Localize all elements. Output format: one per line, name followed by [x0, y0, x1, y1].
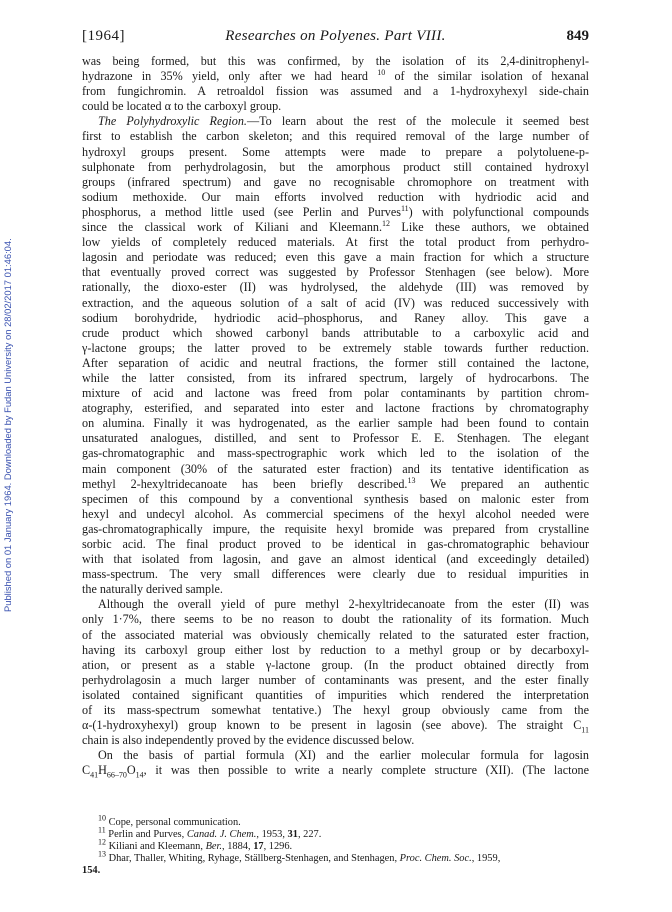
text-line: of its mass-spectrum somewhat tentative.) The hexyl group obviously came from the: [82, 703, 589, 718]
text-line: with that isolated from lagosin, and gave an almost identical (and exceedingly detailed): [82, 552, 589, 567]
footnote-ref: 12: [382, 218, 391, 228]
footnote: $^{13}$ Dhar, Thaller, Whiting, Ryhage, Ställberg-Stenhagen, and Stenhagen, Proc. Chem. Soc., 1959,: [98, 849, 501, 864]
page-number: 849: [566, 28, 589, 44]
text-line: sorbic acid. The final product proved to be identical in gas-chromatographic behaviour: [82, 537, 589, 551]
text-line: mixture of acid and lactone was freed from polar contaminants by partition chrom-: [82, 386, 589, 401]
text-line: on alumina. Finally it was hydrogenated, as the earlier sample had been found to contain: [82, 416, 589, 431]
text-line: of the associated material was obviously chemically related to the saturated ester fraction,: [82, 627, 589, 642]
text-line: After separation of acidic and neutral fractions, the former still contained the lactone,: [82, 355, 589, 370]
text-line: hydrazone in 35% yield, only after we had heard $^{10}$ of the similar isolation of hexanal: [82, 68, 589, 84]
header-year: [1964]: [82, 28, 125, 44]
text-line: since the classical work of Kiliani and Kleemann.$^{12}$ Like these authors, we obtained: [82, 218, 589, 235]
text-line: only 1·7%, there seems to be no reason to doubt the rationality of its formation. Much: [82, 612, 589, 627]
text-line: having its carboxyl group either lost by reduction to a methyl group or by decarboxyl-: [82, 642, 589, 657]
download-watermark: Published on 01 January 1964. Downloaded by Fudan University on 28/02/2017 01:46:04.: [2, 238, 13, 612]
text-line: gas-chromatographic and mass-spectrographic work which led to the isolation of the: [82, 446, 589, 461]
subscript: 11: [581, 725, 589, 735]
text-line: crude product which showed carbonyl bands attributable to a carboxylic acid and: [82, 325, 589, 340]
text-line: low yields of completely reduced materials. At first the total product from perhydro-: [82, 235, 589, 250]
text-line: could be located α to the carboxyl group.: [82, 99, 282, 114]
text-line: from fungichromin. A retroaldol fission was assumed and a 1-hydroxyhexyl side-chain: [82, 84, 589, 99]
text-line: Although the overall yield of pure methyl 2-hexyltridecanoate from the ester (II) was: [98, 597, 589, 612]
text-line: methyl 2-hexyltridecanoate has been briefly described.$^{13}$ We prepared an authentic: [82, 475, 590, 491]
footnote-ref: 11: [400, 203, 409, 213]
text-line: sodium borohydride, hydriodic acid–phosphorus, and Raney alloy. This gave a: [82, 310, 589, 325]
text-line: ation, or present as a stable γ-lactone group. (In the product obtained directly from: [82, 657, 589, 672]
section-heading: The Polyhydroxylic Region.: [98, 114, 247, 129]
text-line: The Polyhydroxylic Region.—To learn about the rest of the molecule it seemed best: [98, 114, 589, 129]
running-header: [82, 28, 589, 48]
text-line: was being formed, but this was confirmed, by the isolation of its 2,4-dinitrophenyl-: [82, 54, 589, 68]
header-title: Researches on Polyenes. Part VIII.: [225, 28, 446, 44]
text-line: lagosin and periodate was reduced; even this gave a main fraction for which a structure: [82, 250, 589, 265]
text-line: sodium methoxide. Our main efforts involved reduction with hydriodic acid and: [82, 189, 589, 204]
text-line: hexyl and undecyl alcohol. As commercial specimens of the hexyl alcohol needed were: [82, 506, 589, 521]
footnote-continuation: 154.: [82, 865, 101, 876]
text-line: hydroxyl groups present. Some attempts were made to prepare a polytoluene-p-: [82, 144, 589, 159]
footnote: $^{12}$ Kiliani and Kleemann, Ber., 1884, 17, 1296.: [98, 837, 293, 852]
footnote: $^{11}$ Perlin and Purves, Canad. J. Chem., 1953, 31, 227.: [98, 825, 322, 840]
text-line: that eventually proved correct was suggested by Professor Stenhagen (see below). More: [82, 265, 589, 280]
text-line: first to establish the carbon skeleton; and this required removal of the large number of: [82, 129, 589, 144]
text-line: On the basis of partial formula (XI) and the earlier molecular formula for lagosin: [98, 748, 589, 763]
text-line: sulphonate from perhydrolagosin, but the amorphous product still contained hydroxyl: [82, 159, 589, 174]
footnote: $^{10}$ Cope, personal communication.: [98, 813, 241, 828]
footnote-ref: 13: [407, 475, 416, 485]
text-line: phosphorus, a method little used (see Perlin and Purves$^{11}$) with polyfunctional compounds: [82, 203, 589, 219]
text-line: atography, esterified, and separated into ester and lactone fractions by chromatography: [82, 401, 589, 416]
text-line: chain is also independently proved by the evidence discussed below.: [82, 733, 415, 748]
text-line: gas-chromatographically impure, the requisite hexyl bromide was prepared from crystalline: [82, 521, 589, 536]
text-line: extraction, and the aqueous solution of a salt of acid (IV) was reduced successively with: [82, 295, 589, 310]
text-line: rationally, the dioxo-ester (II) was hydrolysed, the aldehyde (III) was removed by: [82, 280, 589, 295]
footnotes: [82, 813, 589, 877]
text-line: $C_{41}H_{66-70}O_{14}$, it was then possible to write a nearly complete structure (XII). (The lactone: [82, 763, 589, 780]
text-line: the naturally derived sample.: [82, 582, 223, 597]
text-line: specimen of this compound by a conventional synthesis based on malonic ester from: [82, 491, 589, 506]
text-line: perhydrolagosin a much larger number of contaminants was present, and the ester finally: [82, 672, 589, 687]
text-line: while the latter consisted, from its infrared spectrum, largely of hydrocarbons. The: [82, 370, 589, 385]
footnote-ref: 10: [377, 68, 386, 78]
text-line: γ-lactone groups; the latter proved to be extremely stable towards further reduction.: [82, 340, 589, 355]
text-line: α-(1-hydroxyhexyl) group known to be present in lagosin (see above). The straight $C_{11}$: [82, 718, 589, 735]
text-line: groups (infrared spectrum) and gave no recognisable chromophore on treatment with: [82, 174, 589, 189]
text-line: isolated contained significant quantities of impurities which rendered the interpretation: [82, 687, 589, 702]
text-line: main component (30% of the saturated ester fraction) and its tentative identification as: [82, 461, 589, 476]
text-line: unsaturated analogues, distilled, and sent to Professor E. E. Stenhagen. The elegant: [82, 431, 589, 446]
article-body: [82, 54, 589, 779]
text-line: mass-spectrum. The very small differences were clearly due to residual impurities in: [82, 567, 589, 582]
